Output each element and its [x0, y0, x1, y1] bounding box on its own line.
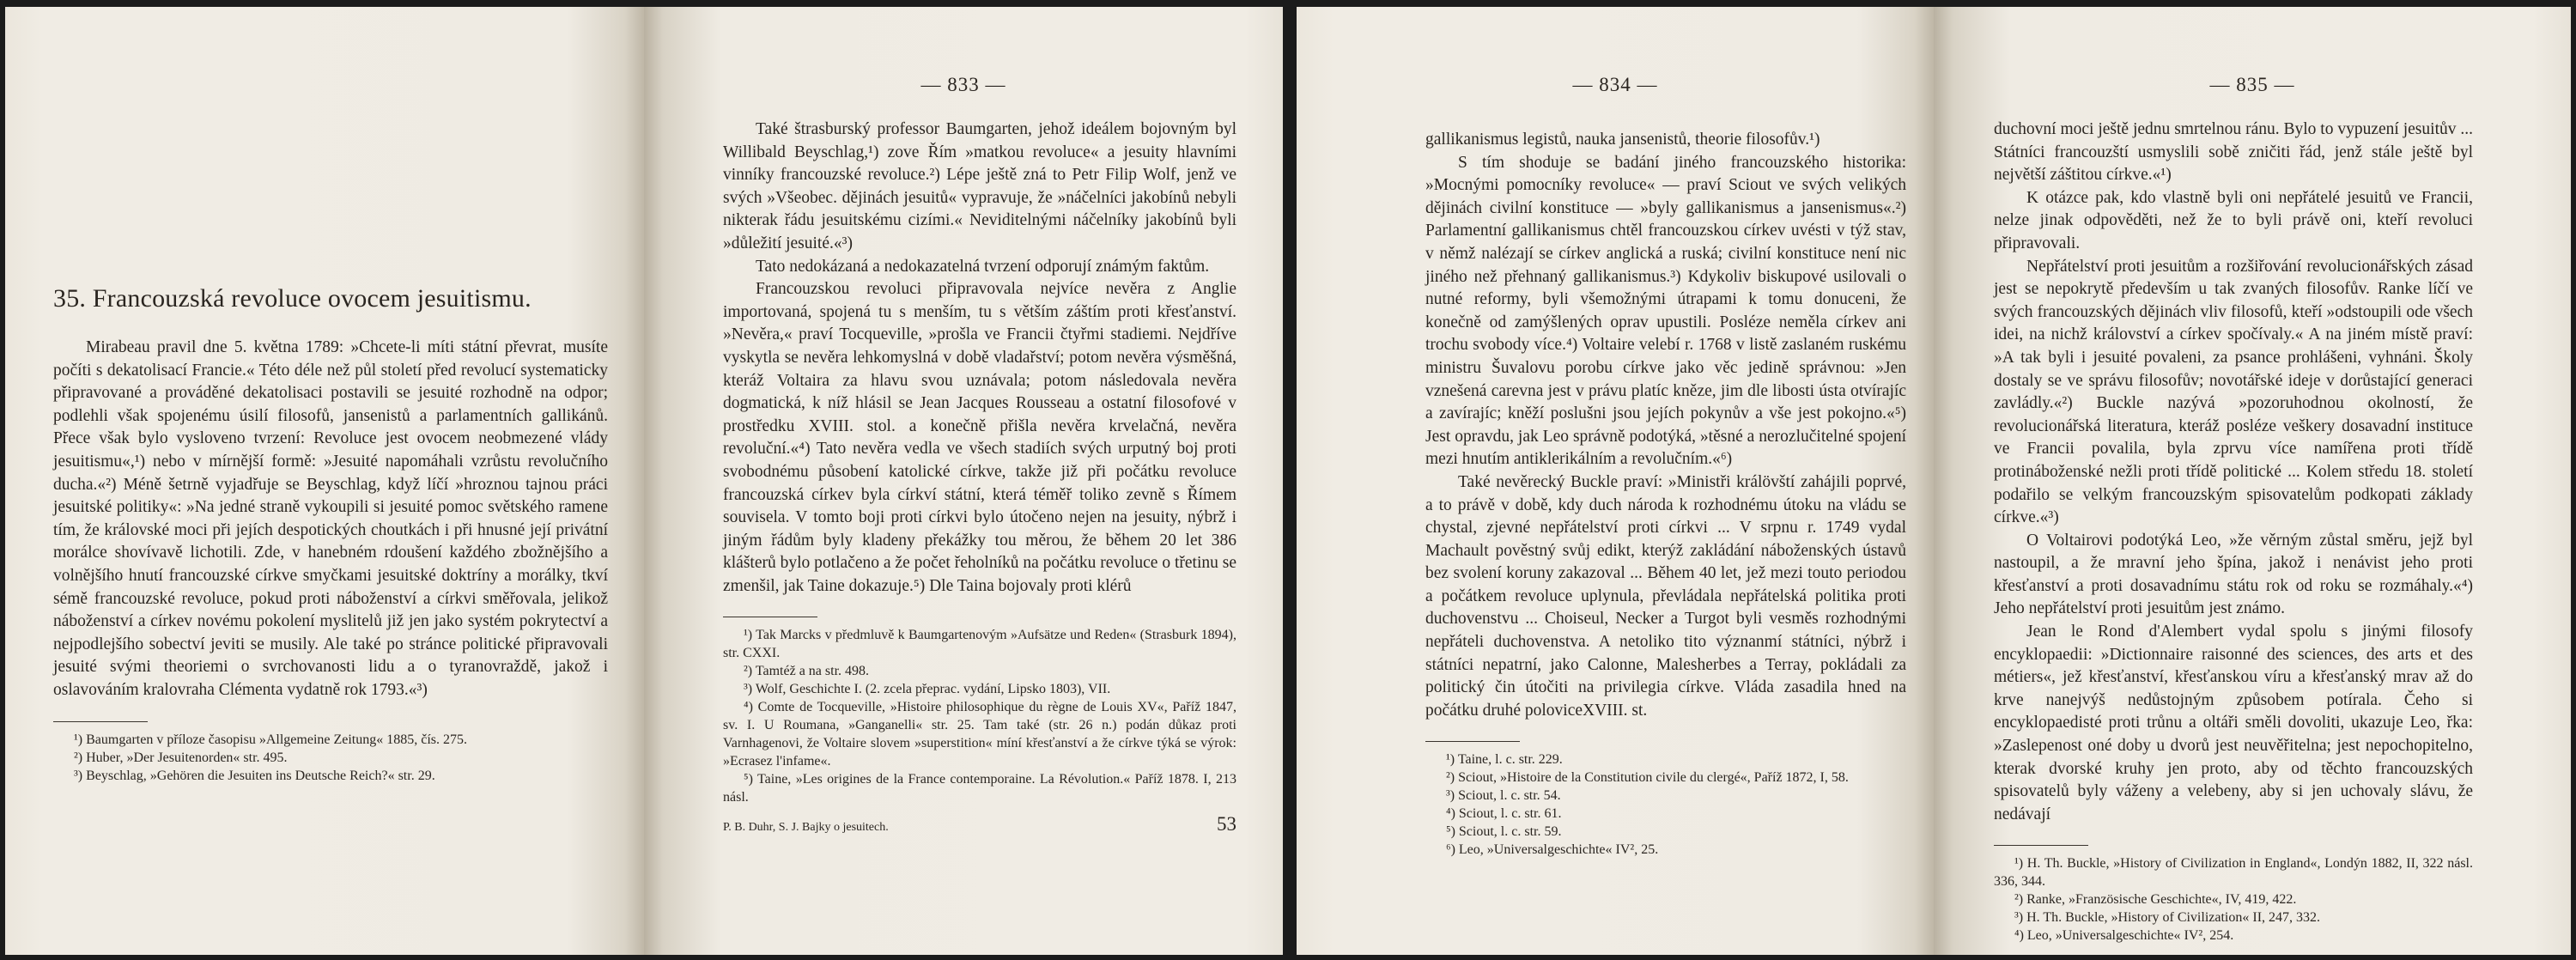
page-54-footnotes — [1425, 750, 1906, 859]
footnote: ⁵) Sciout, l. c. str. 59. — [1446, 824, 1562, 840]
footnote: ²) Sciout, »Histoire de la Constitution civile du clergé«, Paříž 1872, I, 58. — [1446, 770, 1849, 786]
paragraph: Francouzskou revoluci připravovala nejvíce nevěra z Anglie importovaná, spojená tu s menším, tu s větším záštím proti křesťanství. »Nevěra,« praví Tocqueville, »prošla ve Francii čtyřmi stadiemi. Nejdříve vyskytla se nevěra lehkomyslná v době vladařství; potom nevěra výsměšná, kteráž Voltaira za hlavu svou uznávala; potom následovala nevěra dogmatická, k níž hlásil se Jean Jacques Rousseau a ostatní filosofové v prostředku XVIII. stol. a konečně přišla nevěra krvelačná, nevěra revoluční.«⁴) Tato nevěra vedla ve všech stadiích svých urputný boj proti svobodnému působení katolické církve, takže již při počátku revoluce francouzská církev byla církví státní, která téměř toliko zevně s Římem souvisela. V tomto boji proti církvi bylo útočeno nejen na jesuity, nýbrž i jiným řádům byly kladeny překážky tou měrou, že během 20 let 386 klášterů bylo potlačeno a že počet řeholníků na počátku revoluce o třetinu se zmenšil, jak Taine dokazuje.⁵) Dle Taina bojovaly proti klérů — [723, 280, 1236, 595]
page-52-text — [53, 283, 608, 785]
footnote: ³) Wolf, Geschichte I. (2. zcela přeprac. vydání, Lipsko 1803), VII. — [744, 682, 1111, 697]
paragraph: Také štrasburský professor Baumgarten, jehož ideálem bojovným byl Willibald Beyschlag,¹) zove Řím »matkou revoluce« a jesuity hlavními vinníky francouzské revoluce.²) Lépe ještě zná to Petr Filip Wolf, jenž ve svých »Všeobec. dějinách jesuitů« vypravuje, že »náčelníci jakobínů nebyli nikterak řádu jesuitskému cizími.« Neviditelnými náčelníky jakobínů byli »důležití jesuité.«³) — [723, 120, 1236, 252]
footnote: ¹) H. Th. Buckle, »History of Civilization in England«, Londýn 1882, II, 322 násl. 336, 344. — [1994, 856, 2473, 890]
page-52-body — [53, 337, 608, 702]
paragraph: O Voltairovi podotýká Leo, »že věrným zůstal směru, jejž byl nastoupil, a že mravní jeho špína, jakož i nenávist jeho proti křesťanství a proti dosavadnímu státu rok od roku se rozmáhaly.«⁴) Jeho nepřátelství proti jesuitům jest známo. — [1994, 531, 2473, 618]
page-55-body — [1994, 118, 2473, 826]
footnote: ⁴) Leo, »Universalgeschichte« IV², 254. — [2014, 928, 2234, 944]
footnote: ²) Tamtéž a na str. 498. — [744, 664, 870, 679]
page-number: — 833 — — [920, 74, 1006, 95]
spread-left — [5, 7, 1283, 955]
paragraph: S tím shoduje se badání jiného francouzského historika: »Mocnými pomocníky revoluce« — praví Sciout ve svých velikých dějinách civilní konstituce — »byly gallikanismus a jansenismus«.²) Parlamentní gallikanismus chtěl francouzskou církev uvésti v týž stav, v němž nalézají se církev anglická a ruská; civilní konstituce není nic jiného než přehnaný gallikanismus.³) Kdykoliv biskupové usilovali o nutné reformy, byli všemožnými útrapami k tomu donuceni, že konečně od zamýšlených oprav upustili. Posléze neměla církev ani trochu svobody více.⁴) Voltaire velebí r. 1768 v listě zaslaném ruskému ministru Šuvalovu porobu církve jako věc jedině správnou: »Jen vznešená carevna jest v právu platíc kněze, jim dle libosti ústa otvírajíc a zavírajíc; kněží poslušni jsou jejích pokynův a vše jest pokojno.«⁵) Jest opravdu, jak Leo správně podotýká, »těsné a nerozlučitelné spojení mezi hnutím antiklerikálním a revolučním.«⁶) — [1425, 153, 1906, 469]
footnote-divider — [1994, 845, 2088, 846]
page-54-text — [1425, 129, 1906, 859]
page-53-text — [723, 118, 1236, 835]
page-number: — 835 — — [2209, 74, 2295, 95]
footnote-divider — [53, 721, 148, 722]
page-footer — [723, 813, 1236, 835]
page-number: — 834 — — [1572, 74, 1658, 95]
page-53-footnotes — [723, 626, 1236, 806]
paragraph: K otázce pak, kdo vlastně byli oni nepřátelé jesuitů ve Francii, nelze jinak odpověděti, než že to byli právě oni, kteří revoluci připravovali. — [1994, 188, 2473, 252]
footnote: ³) H. Th. Buckle, »History of Civilization« II, 247, 332. — [2014, 910, 2321, 926]
footnote: ⁴) Comte de Tocqueville, »Histoire philosophique du règne de Louis XV«, Paříž 1847, sv. I. U Roumana, »Ganganelli« str. 25. Tam také (str. 26 n.) podán důkaz proti Varnhagenovi, že Voltaire slovem »superstition« míní křesťanství a že církve týká se výrok: »Ecrasez l'infame«. — [723, 700, 1236, 769]
chapter-title: 35. Francouzská revoluce ovocem jesuitismu. — [53, 284, 532, 313]
footnote: ²) Huber, »Der Jesuitenorden« str. 495. — [74, 750, 288, 765]
paragraph: Nepřátelství proti jesuitům a rozšiřování revolucionářských zásad jest se nepokrytě především u tak zvaných filosofův. Ranke líčí ve svých francouzských dějinách vliv filosofů, kteří »odstoupili ode všech idei, na nichž království a církev spočívaly.« A na jiném místě praví: »A tak byli i jesuité povaleni, za psance prohlášeni, vyhnáni. Školy dostaly se ve správu filosofův; novotářské ideje v dorůstající generaci zavládly.«²) Buckle nazývá »pozoruhodnou okolností, že revolucionářská literatura, kteráž posléze veškery dosavadní instituce ve Francii povalila, byla zprvu více namířena proti třídě protináboženské nežli proti třídě politické ... Kolem středu 18. století podařilo se velkým francouzským spisovatelům podkopati základy církve.«³) — [1994, 257, 2473, 527]
page-55-footnotes — [1994, 854, 2473, 945]
paragraph: duchovní moci ještě jednu smrtelnou ránu. Bylo to vypuzení jesuitův ... Státníci francouzští usmyslili sobě zničiti řád, jenž stále ještě byl největší záštitou církve.«¹) — [1994, 120, 2473, 185]
paragraph: Také nevěrecký Buckle praví: »Ministři králövští zahájili poprvé, a to právě v době, kdy duch národa k rozhodnému útoku na vládu se chystal, zjevné nepřátelství proti církvi ... V srpnu r. 1749 vydal Machault pověstný svůj edikt, kterýž zakládání náboženských ústavů bez svolení koruny zakazoval ... Během 40 let, jež mezi touto periodou a počátkem revoluce uplynula, převládala nepřátelská politika proti duchovenstvu ... Choiseul, Necker a Turgot byli vesměs rozhodnými nepřáteli duchovenstva. A netoliko tito význanmí státníci, nýbrž i státníci nepatrní, jako Calonne, Malesherbes a Terray, pokládali za politický čin útočiti na privilegia církve. Vláda zasadila hned na počátku druhé poloviceXVIII. st. — [1425, 472, 1906, 720]
spread-right — [1297, 7, 2571, 955]
page-54 — [1297, 7, 1934, 955]
paragraph: gallikanismus legistů, nauka jansenistů, theorie filosofův.¹) — [1425, 131, 1820, 149]
footnote: ²) Ranke, »Französische Geschichte«, IV, 419, 422. — [2014, 892, 2297, 908]
footnote: ³) Sciout, l. c. str. 54. — [1446, 788, 1561, 804]
footnote: ⁵) Taine, »Les origines de la France contemporaine. La Révolution.« Paříž 1878. I, 213 násl. — [723, 772, 1236, 805]
footnote-divider — [1425, 741, 1520, 742]
page-55-text — [1994, 118, 2473, 945]
footnote: ¹) Baumgarten v příloze časopisu »Allgemeine Zeitung« 1885, čís. 275. — [74, 732, 468, 747]
page-53 — [644, 7, 1283, 955]
footnote: ¹) Tak Marcks v předmluvě k Baumgartenovým »Aufsätze und Reden« (Strasburk 1894), str. CXXI. — [723, 628, 1236, 661]
page-53-body — [723, 118, 1236, 598]
page-54-body — [1425, 129, 1906, 722]
footnote: ¹) Taine, l. c. str. 229. — [1446, 752, 1563, 768]
footnote: ⁴) Sciout, l. c. str. 61. — [1446, 806, 1562, 822]
paragraph: Mirabeau pravil dne 5. května 1789: »Chcete-li míti státní převrat, musíte počíti s dekatolisací Francie.« Této déle než půl století před revolucí systematicky připravované a prováděné dekatolisaci postavili se jesuité rozhodně na odpor; podlehli však spojenému úsilí filosofů, jansenistů a parlamentních gallikánů. Přece však bylo vysloveno tvrzení: Revoluce jest ovocem neobmezené vlády jesuitismu«,¹) nebo v mírnější formě: »Jesuité napomáhali vzrůstu revolučního ducha.«²) Méně šetrně vyjadřuje se Beyschlag, když líčí »hroznou tajnou práci jesuitské politiky«: »Na jedné straně vykoupili si jesuité pomoc světského ramene tím, že královské moci při jejích despotických choutkách i při hnusné její privátní morálce shovívavě lichotili. Zde, v hanebném rdoušení každého zbožnějšího a volnějšího hnutí francouzské církve smyčkami jesuitské doktríny a morálky, tkví sémě francouzské revoluce, pokud proti náboženství a církvi směřovala, jelikož náboženství a církev novému pokolení myslitelů již jen jako systém pokrytectví a nejpodlejšího sobectví jeviti se musily. Ale také po stránce politické připravovali jesuité svými theoriemi o svrchovanosti lidu a o tyranovraždě, jakož i oslavováním kralovraha Clémenta vydatně rok 1793.«³) — [53, 338, 608, 699]
footnote: ⁶) Leo, »Universalgeschichte« IV², 25. — [1446, 842, 1659, 858]
paragraph: Jean le Rond d'Alembert vydal spolu s jinými filosofy encyklopaedii: »Dictionnaire raisonné des sciences, des arts et des métiers«, jež křesťanství, křesťanskou víru a křesťanský mrav až do krve nanejvýš nedůstojným způsobem potírala. Čeho si encyklopaedisté proti trůnu a oltáři směli dovoliti, ukazuje Leo, řka: »Zaslepenost oné doby u dvorů jest neuvěřitelna; jest nepochopitelno, kterak dvorské kruhy jen proto, aby od těchto francouzských spisovatelů byly váženy a velebeny, aby si jen uchovaly slávu, že nedávají — [1994, 623, 2473, 823]
book-signature: P. B. Duhr, S. J. Bajky o jesuitech. — [723, 821, 889, 835]
page-52-footnotes — [53, 731, 608, 785]
page-52 — [5, 7, 644, 955]
signature-number: 53 — [1217, 813, 1236, 835]
footnote: ³) Beyschlag, »Gehören die Jesuiten ins Deutsche Reich?« str. 29. — [74, 768, 435, 783]
page-55 — [1934, 7, 2571, 955]
paragraph: Tato nedokázaná a nedokazatelná tvrzení odporují známým faktům. — [756, 257, 1210, 276]
